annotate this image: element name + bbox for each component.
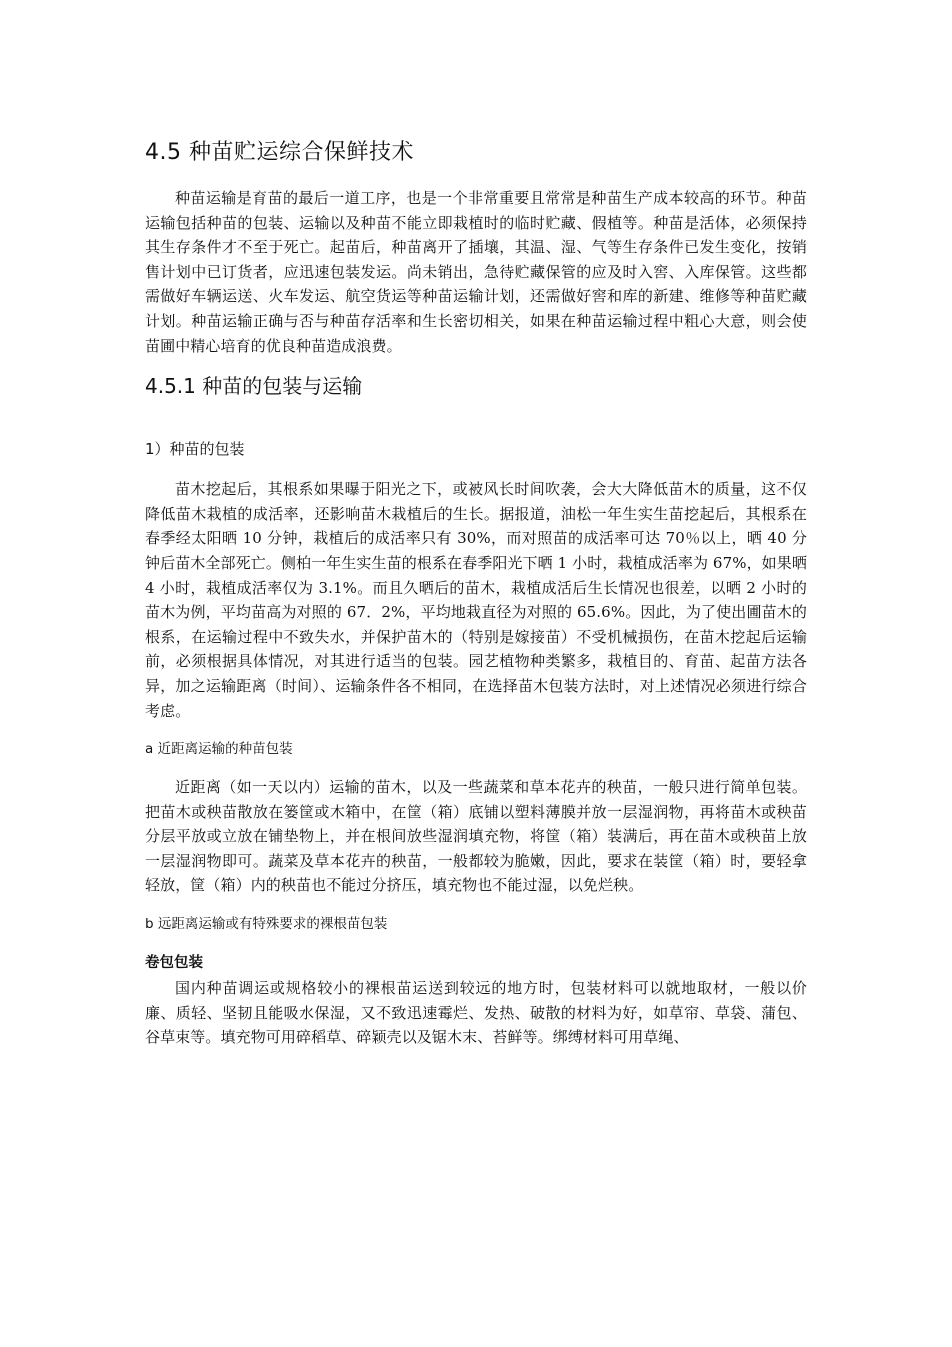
packaging-paragraph: 苗木挖起后，其根系如果曝于阳光之下，或被风长时间吹袭，会大大降低苗木的质量，这不仅降低苗木栽植的成活率，还影响苗木栽植后的生长。据报道，油松一年生实生苗挖起后，其根系在春季经太阳晒 10 分钟，栽植后的成活率只有 30%，而对照苗的成活率可达 70％以上，晒 40 分钟后苗木全部死亡。侧柏一年生实生苗的根系在春季阳光下晒 1 小时，栽植成活率为 67%，如果晒 4 小时，栽植成活率仅为 3.1%。而且久晒后的苗木，栽植成活后生长情况也很差，以晒 2 小时的苗木为例，平均苗高为对照的 67．2%，平均地栽直径为对照的 65.6%。因此，为了使出圃苗木的根系，在运输过程中不致失水，并保护苗木的（特别是嫁接苗）不受机械损伤，在苗木挖起后运输前，必须根据具体情况，对其进行适当的包装。园艺植物种类繁多，栽植目的、育苗、起苗方法各异，加之运输距离（时间）、运输条件各不相同，在选择苗木包装方法时，对上述情况必须进行综合考虑。 [145,480,807,720]
roll-packaging-paragraph: 国内种苗调运或规格较小的裸根苗运送到较远的地方时，包装材料可以就地取材，一般以价廉、质轻、坚韧且能吸水保湿，又不致迅速霉烂、发热、破散的材料为好，如草帘、草袋、蒲包、谷草束等。填充物可用碎稻草、碎颖壳以及锯木末、苔鲜等。绑缚材料可用草绳、 [145,979,807,1047]
short-distance-heading: a 近距离运输的种苗包装 [145,741,293,758]
roll-packaging-heading: 卷包包装 [145,955,203,972]
subsection-title: 4.5.1 种苗的包装与运输 [145,374,363,399]
page-content [145,135,807,1050]
packaging-heading: 1）种苗的包装 [145,440,245,459]
short-distance-paragraph: 近距离（如一天以内）运输的苗木，以及一些蔬菜和草本花卉的秧苗，一般只进行简单包装。把苗木或秧苗散放在篓筐或木箱中，在筐（箱）底铺以塑料薄膜并放一层湿润物，再将苗木或秧苗分层平放或立放在铺垫物上，并在根间放些湿润填充物，将筐（箱）装满后，再在苗木或秧苗上放一层湿润物即可。蔬菜及草本花卉的秧苗，一般都较为脆嫩，因此，要求在装筐（箱）时，要轻拿轻放，筐（箱）内的秧苗也不能过分挤压，填充物也不能过湿，以免烂秧。 [145,778,807,895]
section-title: 4.5 种苗贮运综合保鲜技术 [145,140,414,165]
long-distance-heading: b 远距离运输或有特殊要求的裸根苗包装 [145,916,388,933]
section-intro-paragraph: 种苗运输是育苗的最后一道工序，也是一个非常重要且常常是种苗生产成本较高的环节。种苗运输包括种苗的包装、运输以及种苗不能立即栽植时的临时贮藏、假植等。种苗是活体，必须保持其生存条件才不至于死亡。起苗后，种苗离开了插壤，其温、湿、气等生存条件已发生变化，按销售计划中已订货者，应迅速包装发运。尚未销出，急待贮藏保管的应及时入窖、入库保管。这些都需做好车辆运送、火车发运、航空货运等种苗运输计划，还需做好窖和库的新建、维修等种苗贮藏计划。种苗运输正确与否与种苗存活率和生长密切相关，如果在种苗运输过程中粗心大意，则会使苗圃中精心培育的优良种苗造成浪费。 [145,189,807,355]
